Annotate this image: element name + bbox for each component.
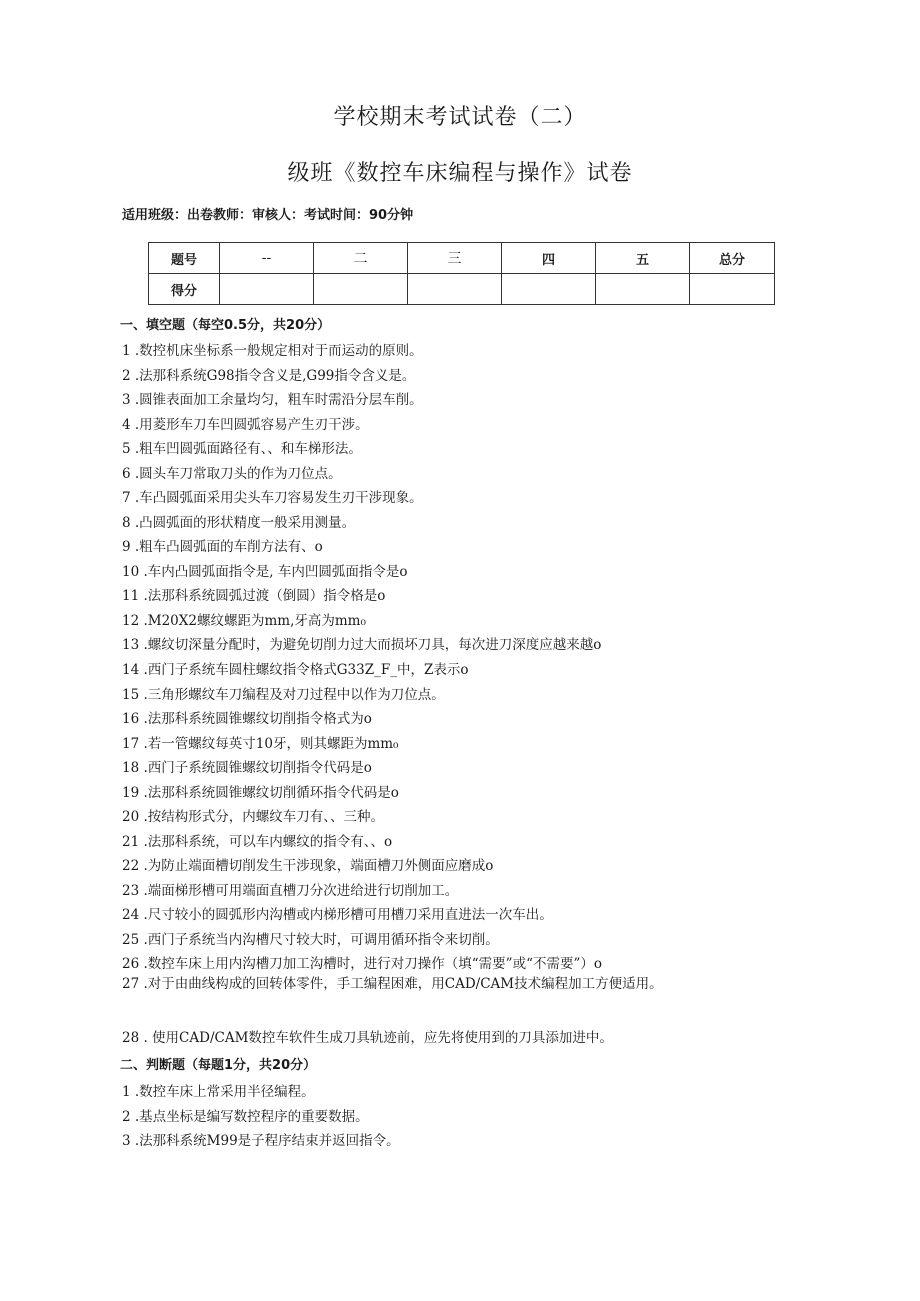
- question-item: 11 .法那科系统圆弧过渡（倒圆）指令格是o: [122, 588, 386, 604]
- score-blank-cell: [408, 274, 502, 305]
- score-table-header-cell: --: [220, 243, 314, 274]
- score-blank-cell: [314, 274, 408, 305]
- exam-title: 学校期末考试试卷（二）: [333, 105, 587, 130]
- score-label-cell: 得分: [149, 274, 220, 305]
- question-item: 24 .尺寸较小的圆弧形内沟槽或内梯形槽可用槽刀采用直进法一次车出。: [122, 907, 553, 923]
- score-table-header-row: [149, 243, 775, 274]
- question-item: 16 .法那科系统圆锥螺纹切削指令格式为o: [122, 711, 372, 727]
- question-item: 23 .端面梯形槽可用端面直槽刀分次进给进行切削加工。: [122, 883, 459, 899]
- question-item: 15 .三角形螺纹车刀编程及对刀过程中以作为刀位点。: [122, 687, 445, 703]
- score-table: [148, 242, 775, 305]
- question-item: 20 .按结构形式分，内螺纹车刀有、、三种。: [122, 809, 385, 825]
- score-table-header-cell: 总分: [690, 243, 775, 274]
- question-item: 3 .圆锥表面加工余量均匀，粗车时需沿分层车削。: [122, 392, 423, 408]
- question-item: 17 .若一管螺纹每英寸10牙，则其螺距为mm₀: [122, 736, 399, 752]
- score-blank-cell: [220, 274, 314, 305]
- question-item: 21 .法那科系统，可以车内螺纹的指令有、、o: [122, 834, 393, 850]
- question-item: 6 .圆头车刀常取刀头的作为刀位点。: [122, 466, 342, 482]
- score-blank-cell: [502, 274, 596, 305]
- question-item: 8 .凸圆弧面的形状精度一般采用测量。: [122, 515, 356, 531]
- question-item: 26 .数控车床上用内沟槽刀加工沟槽时，进行对刀操作（填“需要”或“不需要”）o: [122, 956, 602, 972]
- question-item: 10 .车内凸圆弧面指令是, 车内凹圆弧面指令是o: [122, 564, 408, 580]
- question-item: 18 .西门子系统圆锥螺纹切削指令代码是o: [122, 760, 372, 776]
- question-item: 2 .法那科系统G98指令含义是,G99指令含义是。: [122, 368, 416, 384]
- score-blank-cell: [596, 274, 690, 305]
- exam-info-line: 适用班级：出卷教师：审核人：考试时间：90分钟: [122, 208, 414, 223]
- question-item: 1 .数控车床上常采用半径编程。: [122, 1084, 315, 1100]
- question-item: 3 .法那科系统M99是子程序结束并返回指令。: [122, 1133, 400, 1149]
- score-table-header-cell: 四: [502, 243, 596, 274]
- section-heading-fill-blank: 一、填空题（每空0.5分，共20分）: [120, 318, 331, 333]
- question-item: 5 .粗车凹圆弧面路径有、、和车梯形法。: [122, 441, 362, 457]
- question-item: 28 . 使用CAD/CAM数控车软件生成刀具轨迹前，应先将使用到的刀具添加进中。: [122, 1030, 613, 1046]
- score-table-header-cell: 三: [408, 243, 502, 274]
- question-item: 25 .西门子系统当内沟槽尺寸较大时，可调用循环指令来切削。: [122, 932, 499, 948]
- score-table-header-cell: 二: [314, 243, 408, 274]
- score-table-score-row: [149, 274, 775, 305]
- question-item: 9 .粗车凸圆弧面的车削方法有、o: [122, 539, 323, 555]
- question-item: 14 .西门子系统车圆柱螺纹指令格式G33Z_F_中，Z表示o: [122, 662, 469, 678]
- question-item: 1 .数控机床坐标系一般规定相对于而运动的原则。: [122, 343, 423, 359]
- score-table-header-cell: 五: [596, 243, 690, 274]
- question-item: 7 .车凸圆弧面采用尖头车刀容易发生刃干涉现象。: [122, 490, 423, 506]
- score-blank-cell: [690, 274, 775, 305]
- score-table-header-cell: 题号: [149, 243, 220, 274]
- question-item: 19 .法那科系统圆锥螺纹切削循环指令代码是o: [122, 785, 399, 801]
- question-item: 27 .对于由曲线构成的回转体零件，手工编程困难，用CAD/CAM技术编程加工方便适用。: [122, 976, 663, 992]
- exam-subtitle: 级班《数控车床编程与操作》试卷: [287, 161, 633, 186]
- question-item: 2 .基点坐标是编写数控程序的重要数据。: [122, 1109, 369, 1125]
- question-item: 4 .用菱形车刀车凹圆弧容易产生刃干涉。: [122, 417, 369, 433]
- question-item: 13 .螺纹切深量分配时，为避免切削力过大而损坏刀具，每次进刀深度应越来越o: [122, 637, 602, 653]
- section-heading-true-false: 二、判断题（每题1分，共20分）: [120, 1058, 317, 1073]
- question-item: 12 .M20X2螺纹螺距为mm,牙高为mm₀: [122, 613, 366, 629]
- question-item: 22 .为防止端面槽切削发生干涉现象，端面槽刀外侧面应磨成o: [122, 858, 494, 874]
